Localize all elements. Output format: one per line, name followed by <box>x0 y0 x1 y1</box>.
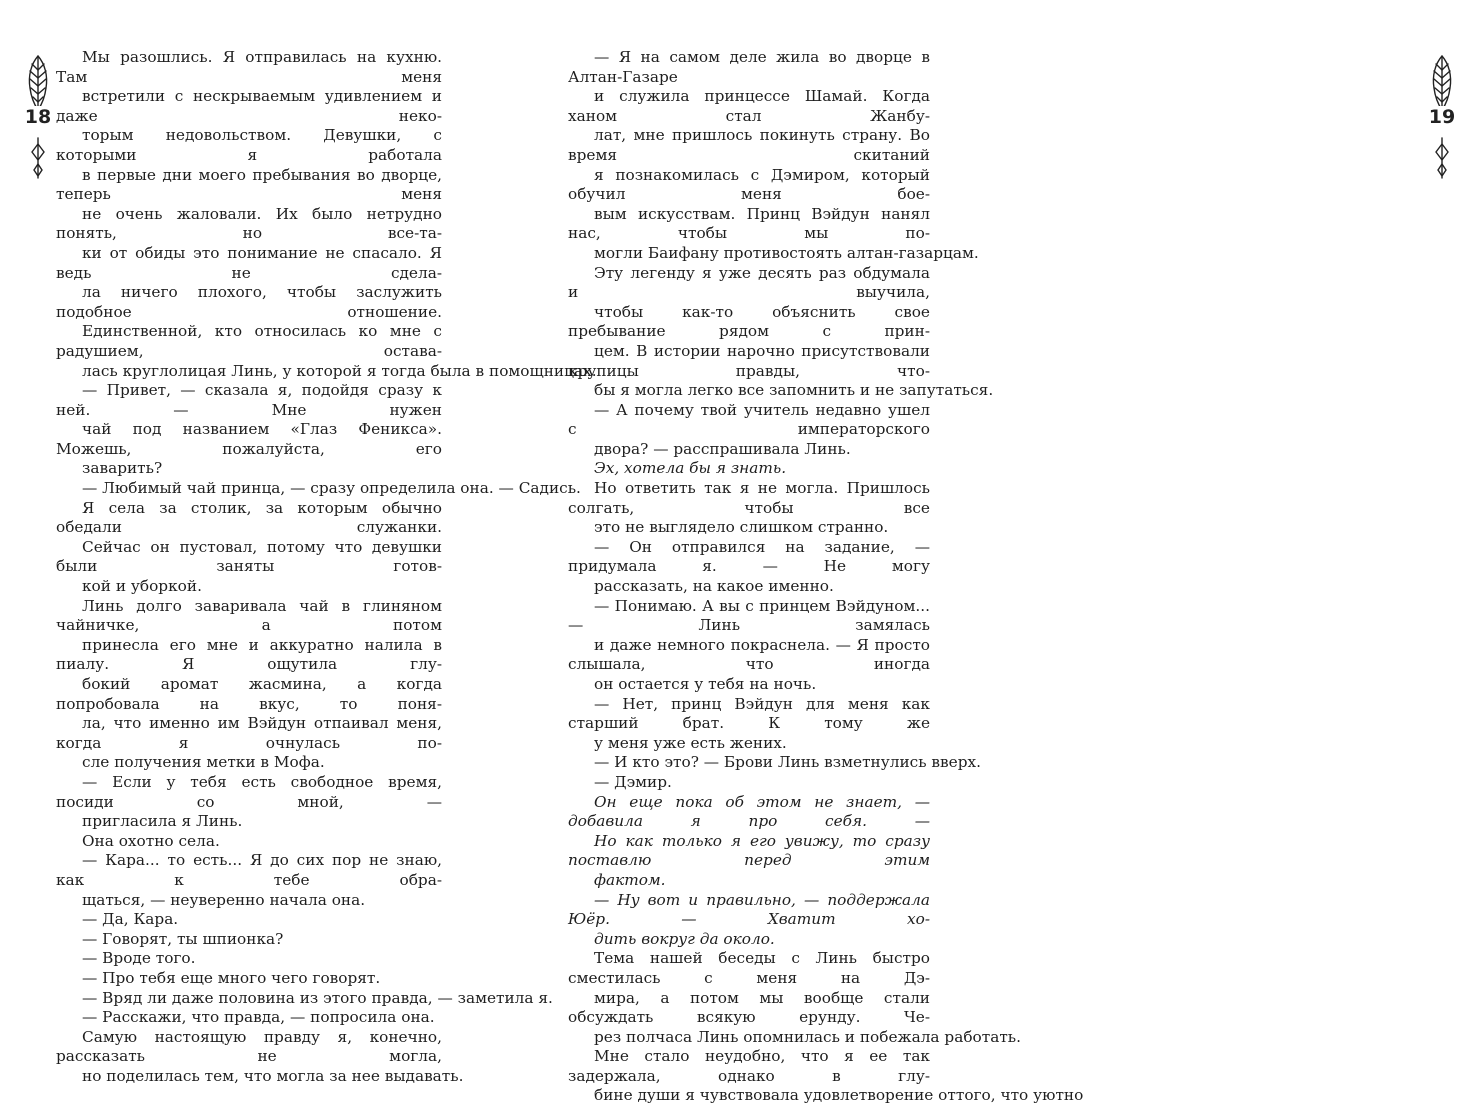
text-line: пригласила я Линь. <box>82 812 243 831</box>
paragraph <box>56 851 442 910</box>
text-line: ки от обиды это понимание не спасало. Я ведь не сдела- <box>56 243 442 282</box>
text-line: — Ну вот и правильно, — поддержала Юёр. — Хватит хо- <box>568 890 930 929</box>
text-line: рез полчаса Линь опомнилась и побежала работать. <box>594 1027 1021 1046</box>
paragraph <box>568 753 981 773</box>
paragraph <box>568 773 930 793</box>
text-line: ла, что именно им Вэйдун отпаивал меня, когда я очнулась по- <box>56 714 442 752</box>
folio-ornament-right <box>1422 52 1462 182</box>
text-line: вым искусствам. Принц Вэйдун нанял нас, чтобы мы по- <box>568 204 930 243</box>
left-page <box>0 0 597 1085</box>
paragraph <box>568 459 930 479</box>
paragraph <box>568 793 930 891</box>
text-line: встретили с нескрываемым удивлением и даже неко- <box>56 87 442 125</box>
text-line: — Говорят, ты шпионка? <box>82 929 284 948</box>
text-line: торым недовольством. Девушки, с которыми я работала <box>56 126 442 164</box>
text-line: Линь долго заваривала чай в глиняном чайничке, а потом <box>56 596 442 635</box>
text-line: чтобы как-то объяснить свое пребывание рядом с прин- <box>568 302 930 341</box>
text-line: чай под названием «Глаз Феникса». Можешь, пожалуйста, его <box>56 420 442 458</box>
text-line: Мы разошлись. Я отправилась на кухню. Там меня <box>56 48 442 86</box>
text-line: но поделилась тем, что могла за нее выдавать. <box>82 1066 464 1085</box>
text-line: Эх, хотела бы я знать. <box>594 459 787 478</box>
paragraph <box>56 1027 464 1087</box>
text-line: дить вокруг да около. <box>594 929 775 948</box>
text-line: в первые дни моего пребывания во дворце, теперь меня <box>56 165 442 204</box>
paragraph <box>56 48 597 381</box>
right-page-text <box>568 48 1084 1106</box>
text-line: — Нет, принц Вэйдун для меня как старший брат. К тому же <box>568 694 930 733</box>
text-line: Я села за столик, за которым обычно обедали служанки. <box>56 498 442 537</box>
text-line: двора? — расспрашивала Линь. <box>594 439 851 458</box>
text-line: Тема нашей беседы с Линь быстро сместилась с меня на Дэ- <box>568 949 930 987</box>
text-line: цем. В истории нарочно присутствовали крупицы правды, что- <box>568 341 930 380</box>
paragraph <box>56 949 442 969</box>
text-line: бокий аромат жасмина, а когда попробовала на вкус, то поня- <box>56 675 442 713</box>
page-number: 18 <box>18 106 58 128</box>
text-line: я познакомилась с Дэмиром, который обучил меня бое- <box>568 165 930 204</box>
text-line: он остается у тебя на ночь. <box>594 675 817 693</box>
text-line: Единственной, кто относилась ко мне с радушием, остава- <box>56 322 442 360</box>
text-line: Самую настоящую правду я, конечно, рассказать не могла, <box>56 1027 442 1066</box>
paragraph <box>568 597 930 695</box>
text-line: и служила принцессе Шамай. Когда ханом стал Жанбу- <box>568 87 930 125</box>
text-line: — Я на самом деле жила во дворце в Алтан-Газаре <box>568 48 930 86</box>
text-line: — Расскажи, что правда, — попросила она. <box>82 1008 435 1027</box>
paragraph <box>568 263 994 401</box>
text-line: — Он отправился на задание, — придумала я. — Не могу <box>568 537 930 576</box>
paragraph <box>56 499 442 597</box>
text-line: лат, мне пришлось покинуть страну. Во время скитаний <box>568 126 930 164</box>
left-page-text <box>56 48 597 1086</box>
paragraph <box>56 832 442 852</box>
text-line: кой и уборкой. <box>82 577 202 596</box>
text-line: Он еще пока об этом не знает, — добавила я про себя. — <box>568 792 930 831</box>
text-line: — Да, Кара. <box>82 910 179 929</box>
text-line: — Вряд ли даже половина из этого правда, — заметила я. <box>82 988 553 1007</box>
text-line: — И кто это? — Брови Линь взметнулись вверх. <box>594 753 981 772</box>
text-line: Мне стало неудобно, что я ее так задержала, однако в глу- <box>568 1047 930 1085</box>
paragraph <box>56 988 553 1009</box>
text-line: принесла его мне и аккуратно налила в пиалу. Я ощутила глу- <box>56 635 442 674</box>
text-line: — Дэмир. <box>594 772 672 791</box>
text-line: Эту легенду я уже десять раз обдумала и выучила, <box>568 263 930 302</box>
folio-ornament-left <box>18 52 58 182</box>
text-line: фактом. <box>594 870 666 889</box>
paragraph <box>56 479 581 499</box>
page-number: 19 <box>1422 106 1462 128</box>
text-line: — Если у тебя есть свободное время, посиди со мной, — <box>56 772 442 811</box>
text-line: заварить? <box>82 459 163 478</box>
text-line: бы я могла легко все запомнить и не запутаться. <box>594 381 994 400</box>
paragraph <box>568 479 930 538</box>
paragraph <box>56 597 442 773</box>
paragraph <box>568 695 930 754</box>
paragraph <box>568 891 930 950</box>
text-line: бине души я чувствовала удовлетворение оттого, что уютно <box>594 1086 1084 1105</box>
paragraph <box>56 1008 442 1028</box>
text-line: это не выглядело слишком странно. <box>594 518 889 537</box>
text-line: Но как только я его увижу, то сразу поставлю перед этим <box>568 831 930 870</box>
text-line: — Вроде того. <box>82 949 196 968</box>
text-line: и даже немного покраснела. — Я просто слышала, что иногда <box>568 635 930 674</box>
text-line: — Понимаю. А вы с принцем Вэйдуном... — Линь замялась <box>568 596 930 635</box>
text-line: рассказать, на какое именно. <box>594 577 834 596</box>
text-line: Сейчас он пустовал, потому что девушки были заняты готов- <box>56 537 442 576</box>
paragraph <box>568 949 1021 1047</box>
text-line: не очень жаловали. Их было нетрудно понять, но все-та- <box>56 204 442 243</box>
text-line: — Любимый чай принца, — сразу определила она. — Садись. <box>82 479 581 498</box>
text-line: — А почему твой учитель недавно ушел с императорского <box>568 400 930 439</box>
text-line: — Кара... то есть... Я до сих пор не знаю, как к тебе обра- <box>56 851 442 889</box>
text-line: лась круглолицая Линь, у которой я тогда была в помощницах. <box>82 361 597 380</box>
paragraph <box>56 930 442 950</box>
text-line: щаться, — неуверенно начала она. <box>82 890 366 909</box>
text-line: — Привет, — сказала я, подойдя сразу к ней. — Мне нужен <box>56 381 442 419</box>
paragraph <box>568 538 930 597</box>
text-line: ла ничего плохого, чтобы заслужить подобное отношение. <box>56 283 442 321</box>
text-line: сле получения метки в Мофа. <box>82 753 325 772</box>
paragraph <box>56 381 442 479</box>
paragraph <box>568 48 979 264</box>
right-page <box>500 0 1456 1105</box>
paragraph <box>56 969 442 989</box>
text-line: мира, а потом мы вообще стали обсуждать всякую ерунду. Че- <box>568 988 930 1027</box>
text-line: Она охотно села. <box>82 831 220 850</box>
text-line: могли Баифану противостоять алтан-газарцам. <box>594 243 979 262</box>
text-line: Но ответить так я не могла. Пришлось солгать, чтобы все <box>568 479 930 517</box>
text-line: — Про тебя еще много чего говорят. <box>82 968 381 987</box>
paragraph <box>568 1047 1084 1106</box>
paragraph <box>568 401 930 460</box>
paragraph <box>56 773 442 832</box>
paragraph <box>56 910 442 930</box>
text-line: у меня уже есть жених. <box>594 733 787 752</box>
